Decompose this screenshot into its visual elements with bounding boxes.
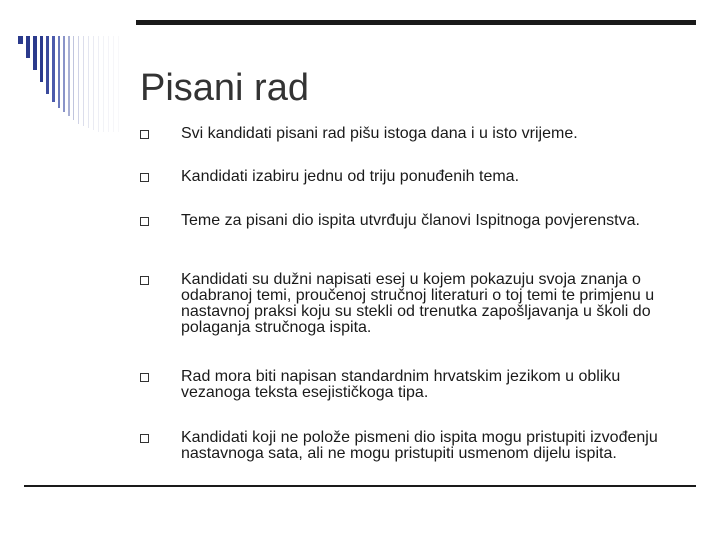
- square-bullet-icon: [140, 130, 149, 139]
- bullet-text: Svi kandidati pisani rad pišu istoga dana i u isto vrijeme.: [181, 125, 578, 142]
- slide-title: Pisani rad: [140, 67, 309, 109]
- bullet-text: Kandidati su dužni napisati esej u kojem pokazuju svoja znanja o odabranoj temi, proučenoj stručnoj literaturi o toj temi te primjenu u nastavnoj praksi koju su stekli od trenutka zapošljavanja u školi do polaganja stručnoga ispita.: [181, 271, 655, 336]
- square-bullet-icon: [140, 173, 149, 182]
- square-bullet-icon: [140, 373, 149, 382]
- bullet-text: Teme za pisani dio ispita utvrđuju članovi Ispitnoga povjerenstva.: [181, 212, 640, 229]
- bottom-rule: [24, 485, 696, 487]
- bullet-text: Kandidati izabiru jednu od triju ponuđenih tema.: [181, 168, 520, 185]
- bullet-text: Kandidati koji ne polože pismeni dio ispita mogu pristupiti izvođenju nastavnoga sata, ali ne mogu pristupiti usmenom dijelu ispita.: [181, 429, 658, 462]
- square-bullet-icon: [140, 276, 149, 285]
- square-bullet-icon: [140, 217, 149, 226]
- bullet-text: Rad mora biti napisan standardnim hrvatskim jezikom u obliku vezanoga teksta esejističkoga tipa.: [181, 368, 621, 401]
- decorative-bars: [16, 36, 136, 132]
- top-rule: [136, 20, 696, 25]
- square-bullet-icon: [140, 434, 149, 443]
